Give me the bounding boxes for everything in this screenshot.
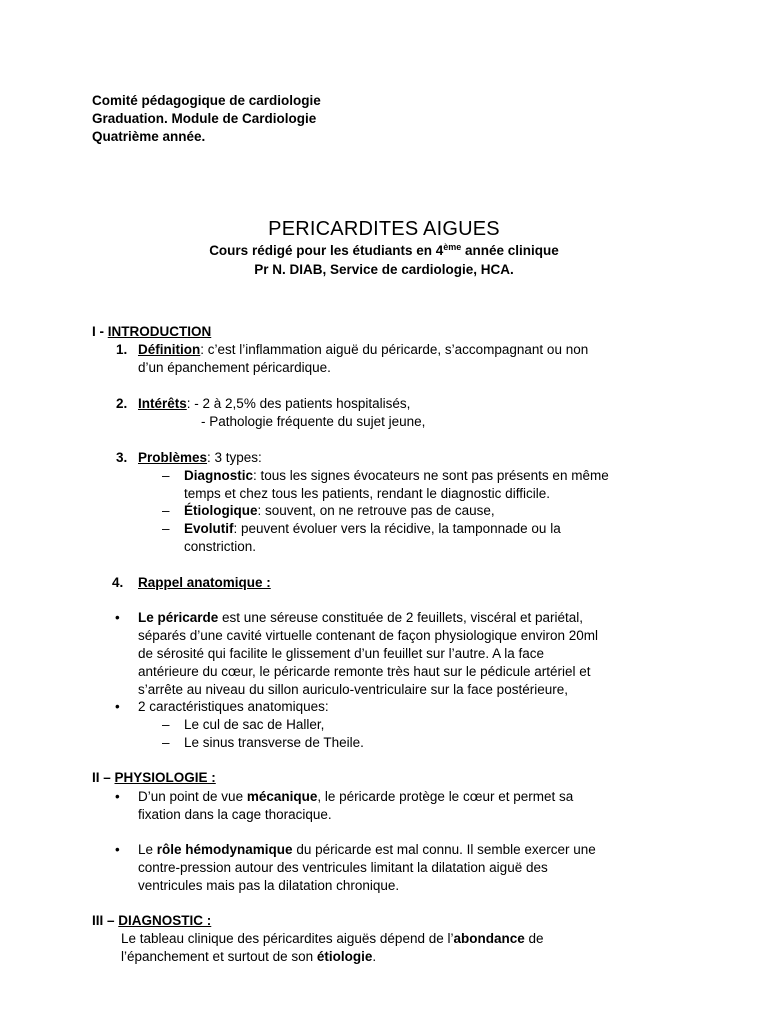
subtitle-line-1	[0, 242, 768, 260]
etiologique-text: : souvent, on ne retrouve pas de cause,	[257, 503, 495, 518]
interets-line-2: - Pathologie fréquente du sujet jeune,	[201, 414, 426, 429]
hemodynamique-pre: Le	[138, 842, 157, 857]
hemodynamique-bullet: •	[115, 842, 120, 857]
interets-line-1	[138, 395, 410, 413]
diagnostic-para-post: de	[524, 931, 544, 946]
hemodynamique-line-2: contre-pression autour des ventricules limitant la dilatation aiguë des	[138, 860, 548, 875]
rappel-number: 4.	[112, 575, 124, 590]
interets-label: Intérêts	[138, 396, 187, 411]
diagnostic-line-1	[184, 467, 609, 485]
mecanique-line-1	[138, 788, 573, 806]
definition-number: 1.	[116, 342, 128, 357]
diagnostic-label: Diagnostic	[184, 468, 254, 483]
theile-dash: –	[162, 735, 170, 750]
diagnostic-para2-pre: l’épanchement et surtout de son	[121, 949, 317, 964]
problemes-label: Problèmes	[138, 450, 208, 465]
diagnostic-para-pre: Le tableau clinique des péricardites aiguës dépend de l’	[121, 931, 454, 946]
definition-line-2: d’un épanchement péricardique.	[138, 360, 331, 375]
evolutif-text: : peuvent évoluer vers la récidive, la tamponnade ou la	[233, 521, 561, 536]
section-1-heading	[92, 323, 211, 341]
section-3-title: DIAGNOSTIC :	[118, 913, 212, 928]
evolutif-dash: –	[162, 521, 170, 536]
etiologique-line	[184, 502, 495, 520]
document-title: PERICARDITES AIGUES	[268, 218, 500, 240]
pericarde-label: Le péricarde	[138, 610, 219, 625]
section-3-prefix: III –	[92, 913, 119, 928]
mecanique-post: , le péricarde protège le cœur et permet sa	[317, 789, 574, 804]
diagnostic-line-2: temps et chez tous les patients, rendant le diagnostic difficile.	[184, 486, 550, 501]
subtitle-line-2: Pr N. DIAB, Service de cardiologie, HCA.	[254, 262, 514, 277]
problemes-line	[138, 449, 262, 467]
diagnostic-dash: –	[162, 468, 170, 483]
subtitle-text-pre: Cours rédigé pour les étudiants en 4	[209, 243, 444, 258]
header-line-1: Comité pédagogique de cardiologie	[92, 93, 321, 108]
etiologique-label: Étiologique	[184, 503, 258, 518]
diagnostic-text: : tous les signes évocateurs ne sont pas présents en même	[253, 468, 609, 483]
pericarde-line-1	[138, 609, 583, 627]
problemes-text: : 3 types:	[207, 450, 262, 465]
evolutif-line-1	[184, 520, 561, 538]
section-3-heading	[92, 912, 211, 930]
evolutif-label: Evolutif	[184, 521, 234, 536]
haller-item: Le cul de sac de Haller,	[184, 717, 325, 732]
definition-text: : c’est l’inflammation aiguë du péricarde, s’accompagnant ou non	[200, 342, 589, 357]
etiologique-dash: –	[162, 503, 170, 518]
evolutif-line-2: constriction.	[184, 539, 257, 554]
problemes-number: 3.	[116, 450, 128, 465]
hemodynamique-line-1	[138, 841, 596, 859]
diagnostic-para-bold: abondance	[453, 931, 525, 946]
rappel-label: Rappel anatomique :	[138, 575, 271, 590]
section-1-title: INTRODUCTION	[107, 324, 212, 339]
definition-line-1	[138, 341, 588, 359]
caracteristiques-line: 2 caractéristiques anatomiques:	[138, 699, 329, 714]
subtitle-text-post: année clinique	[461, 243, 559, 258]
theile-item: Le sinus transverse de Theile.	[184, 735, 364, 750]
haller-dash: –	[162, 717, 170, 732]
hemodynamique-line-3: ventricules mais pas la dilatation chronique.	[138, 878, 400, 893]
section-2-heading	[92, 769, 216, 787]
pericarde-text: est une séreuse constituée de 2 feuillets, viscéral et pariétal,	[218, 610, 584, 625]
pericarde-line-2: séparés d’une cavité virtuelle contenant de façon physiologique environ 20ml	[138, 628, 599, 643]
mecanique-pre: D’un point de vue	[138, 789, 247, 804]
diagnostic-para-line-2	[121, 948, 376, 966]
pericarde-line-4: antérieure du cœur, le péricarde remonte très haut sur le pédicule artériel et	[138, 664, 591, 679]
caracteristiques-bullet: •	[115, 699, 120, 714]
mecanique-bullet: •	[115, 789, 120, 804]
interets-number: 2.	[116, 396, 128, 411]
definition-label: Définition	[138, 342, 201, 357]
diagnostic-para2-bold: étiologie	[316, 949, 373, 964]
diagnostic-para-line-1	[121, 930, 544, 948]
diagnostic-para2-post: .	[372, 949, 377, 964]
subtitle-superscript: ème	[443, 242, 462, 252]
header-line-2: Graduation. Module de Cardiologie	[92, 111, 317, 126]
hemodynamique-post: du péricarde est mal connu. Il semble exercer une	[292, 842, 596, 857]
mecanique-line-2: fixation dans la cage thoracique.	[138, 807, 332, 822]
mecanique-bold: mécanique	[246, 789, 318, 804]
pericarde-line-3: de sérosité qui facilite le glissement d’un feuillet sur l’autre. A la face	[138, 646, 544, 661]
pericarde-line-5: s’arrête au niveau du sillon auriculo-ventriculaire sur la face postérieure,	[138, 682, 568, 697]
section-2-prefix: II –	[92, 770, 115, 785]
hemodynamique-bold: rôle hémodynamique	[156, 842, 293, 857]
section-2-title: PHYSIOLOGIE :	[114, 770, 216, 785]
section-1-prefix: I -	[92, 324, 108, 339]
pericarde-bullet: •	[115, 610, 120, 625]
interets-text: : - 2 à 2,5% des patients hospitalisés,	[186, 396, 411, 411]
header-line-3: Quatrième année.	[92, 129, 206, 144]
